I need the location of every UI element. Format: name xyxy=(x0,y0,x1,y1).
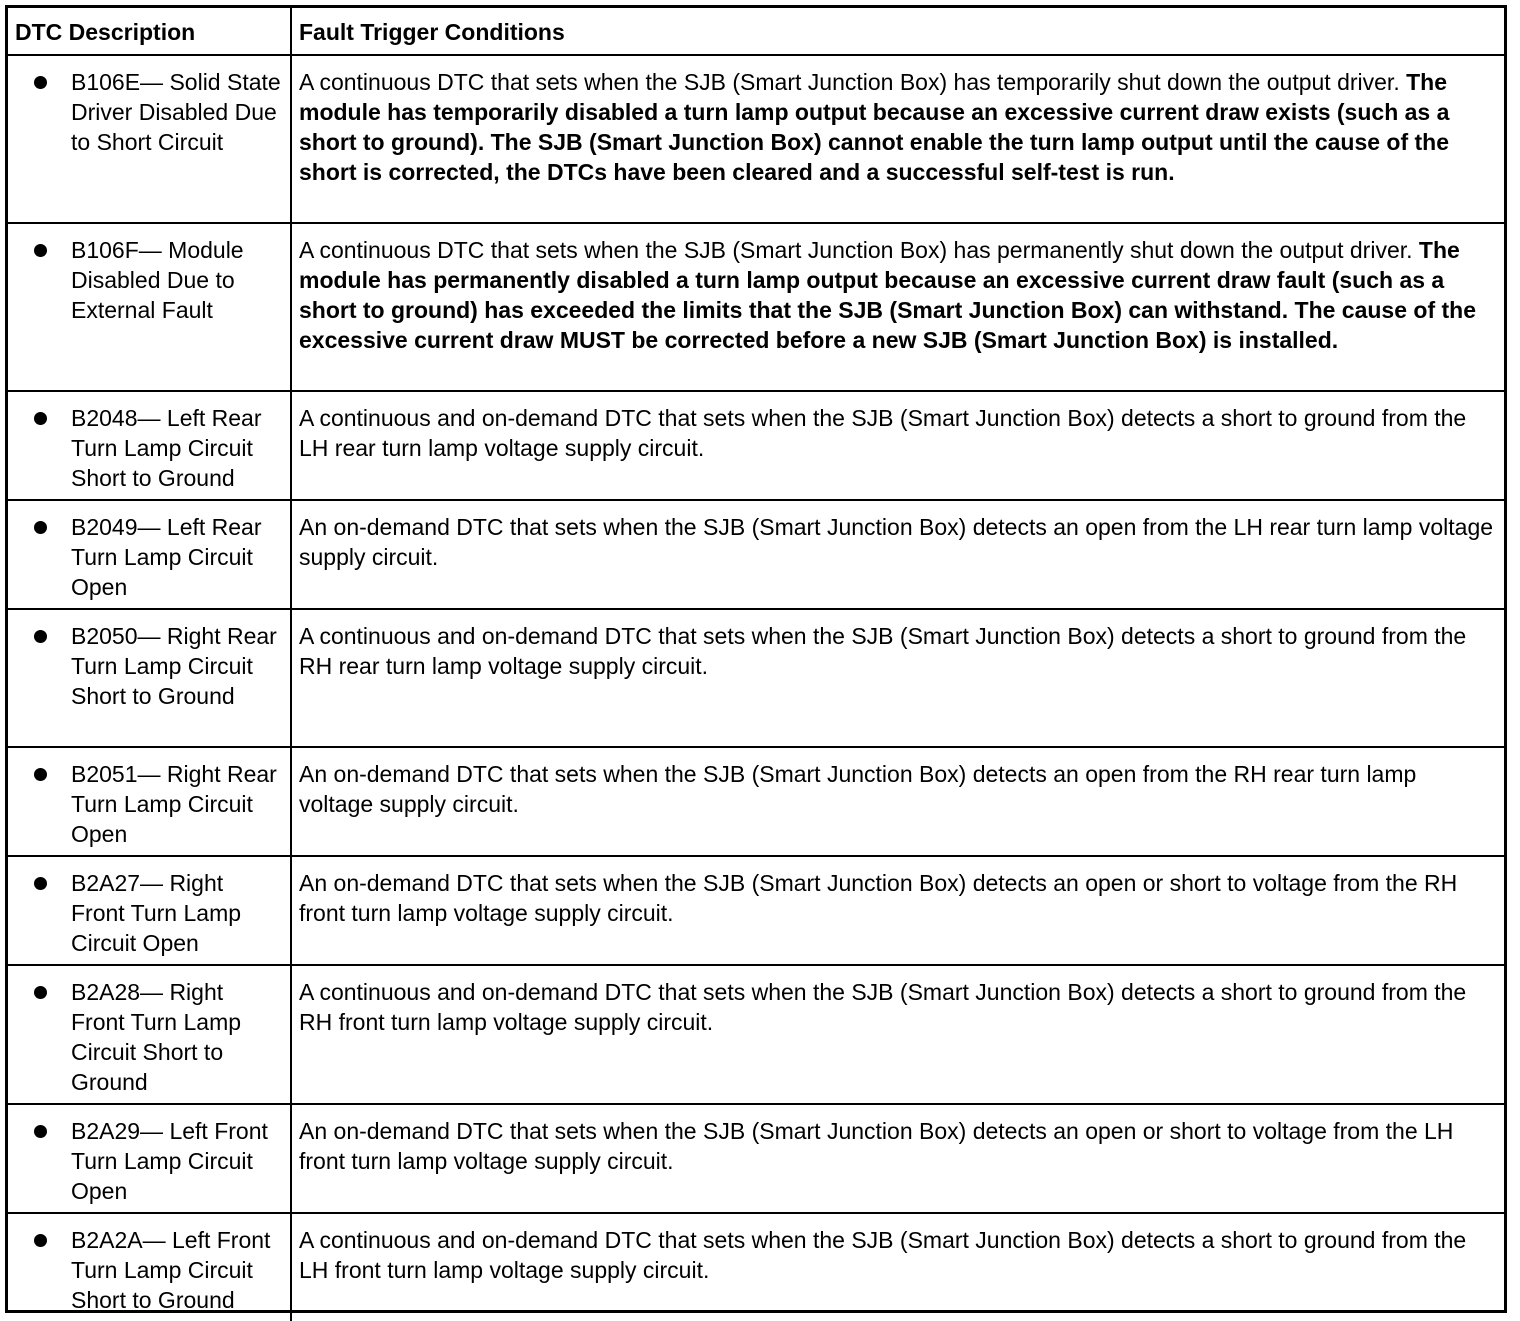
condition-cell xyxy=(291,391,1504,500)
bullet-icon xyxy=(15,235,71,265)
bullet-icon xyxy=(15,1116,71,1146)
condition-text: A continuous DTC that sets when the SJB (Smart Junction Box) has permanently shut down the output driver. xyxy=(299,237,1419,263)
table-row xyxy=(8,856,1504,965)
bullet-icon xyxy=(15,977,71,1007)
condition-text: A continuous and on-demand DTC that sets when the SJB (Smart Junction Box) detects a short to ground from the RH rear turn lamp voltage supply circuit. xyxy=(299,623,1467,679)
condition-text: A continuous and on-demand DTC that sets when the SJB (Smart Junction Box) detects a short to ground from the LH front turn lamp voltage supply circuit. xyxy=(299,1227,1467,1283)
dtc-description: B2A27— Right Front Turn Lamp Circuit Open xyxy=(71,870,242,956)
condition-text: An on-demand DTC that sets when the SJB (Smart Junction Box) detects an open or short to voltage from the RH front turn lamp voltage supply circuit. xyxy=(299,870,1458,926)
dtc-description: B2A2A— Left Front Turn Lamp Circuit Short to Ground xyxy=(71,1227,271,1313)
condition-cell xyxy=(291,1213,1504,1321)
header-fault-trigger-conditions: Fault Trigger Conditions xyxy=(291,8,1504,55)
condition-text: An on-demand DTC that sets when the SJB (Smart Junction Box) detects an open from the RH rear turn lamp voltage supply circuit. xyxy=(299,761,1417,817)
dtc-cell xyxy=(8,609,291,747)
header-dtc-description: DTC Description xyxy=(8,8,291,55)
dtc-cell xyxy=(8,391,291,500)
condition-cell xyxy=(291,55,1504,223)
table-row xyxy=(8,55,1504,223)
bullet-icon xyxy=(15,403,71,433)
condition-cell xyxy=(291,747,1504,856)
dtc-cell xyxy=(8,1213,291,1321)
condition-text: An on-demand DTC that sets when the SJB (Smart Junction Box) detects an open from the LH rear turn lamp voltage supply circuit. xyxy=(299,514,1494,570)
bullet-icon xyxy=(15,1225,71,1255)
bullet-icon xyxy=(15,759,71,789)
condition-cell xyxy=(291,609,1504,747)
dtc-cell xyxy=(8,747,291,856)
table-header-row xyxy=(8,8,1504,55)
dtc-description: B106E— Solid State Driver Disabled Due to Short Circuit xyxy=(71,69,281,155)
bullet-icon xyxy=(15,67,71,97)
condition-cell xyxy=(291,1104,1504,1213)
condition-text: A continuous and on-demand DTC that sets when the SJB (Smart Junction Box) detects a short to ground from the RH front turn lamp voltage supply circuit. xyxy=(299,979,1467,1035)
table-row xyxy=(8,1104,1504,1213)
dtc-cell xyxy=(8,965,291,1104)
dtc-table xyxy=(8,8,1504,1321)
table-row xyxy=(8,1213,1504,1321)
table-row xyxy=(8,747,1504,856)
condition-cell xyxy=(291,856,1504,965)
condition-text: A continuous and on-demand DTC that sets when the SJB (Smart Junction Box) detects a short to ground from the LH rear turn lamp voltage supply circuit. xyxy=(299,405,1467,461)
dtc-cell xyxy=(8,1104,291,1213)
condition-bold-text: The module has permanently disabled a turn lamp output because an excessive current draw fault (such as a short to ground) has exceeded the limits that the SJB (Smart Junction Box) can withstand. The cause of the excessive current draw MUST be corrected before a new SJB (Smart Junction Box) is installed. xyxy=(299,237,1476,353)
dtc-cell xyxy=(8,500,291,609)
bullet-icon xyxy=(15,621,71,651)
bullet-icon xyxy=(15,868,71,898)
condition-text: An on-demand DTC that sets when the SJB (Smart Junction Box) detects an open or short to voltage from the LH front turn lamp voltage supply circuit. xyxy=(299,1118,1454,1174)
condition-text: A continuous DTC that sets when the SJB (Smart Junction Box) has temporarily shut down the output driver. xyxy=(299,69,1407,95)
table-row xyxy=(8,500,1504,609)
dtc-description: B2051— Right Rear Turn Lamp Circuit Open xyxy=(71,761,277,847)
dtc-description: B2A29— Left Front Turn Lamp Circuit Open xyxy=(71,1118,268,1204)
dtc-description: B106F— Module Disabled Due to External Fault xyxy=(71,237,244,323)
dtc-description: B2049— Left Rear Turn Lamp Circuit Open xyxy=(71,514,262,600)
dtc-description: B2048— Left Rear Turn Lamp Circuit Short to Ground xyxy=(71,405,262,491)
table-row xyxy=(8,609,1504,747)
table-row xyxy=(8,223,1504,391)
dtc-cell xyxy=(8,223,291,391)
condition-cell xyxy=(291,223,1504,391)
dtc-cell xyxy=(8,856,291,965)
condition-cell xyxy=(291,500,1504,609)
condition-bold-text: The module has temporarily disabled a turn lamp output because an excessive current draw exists (such as a short to ground). The SJB (Smart Junction Box) cannot enable the turn lamp output until the cause of the short is corrected, the DTCs have been cleared and a successful self-test is run. xyxy=(299,69,1450,185)
dtc-description: B2050— Right Rear Turn Lamp Circuit Short to Ground xyxy=(71,623,277,709)
dtc-cell xyxy=(8,55,291,223)
table-row xyxy=(8,965,1504,1104)
condition-cell xyxy=(291,965,1504,1104)
bullet-icon xyxy=(15,512,71,542)
table-row xyxy=(8,391,1504,500)
dtc-table-page xyxy=(5,5,1507,1313)
dtc-description: B2A28— Right Front Turn Lamp Circuit Short to Ground xyxy=(71,979,242,1095)
